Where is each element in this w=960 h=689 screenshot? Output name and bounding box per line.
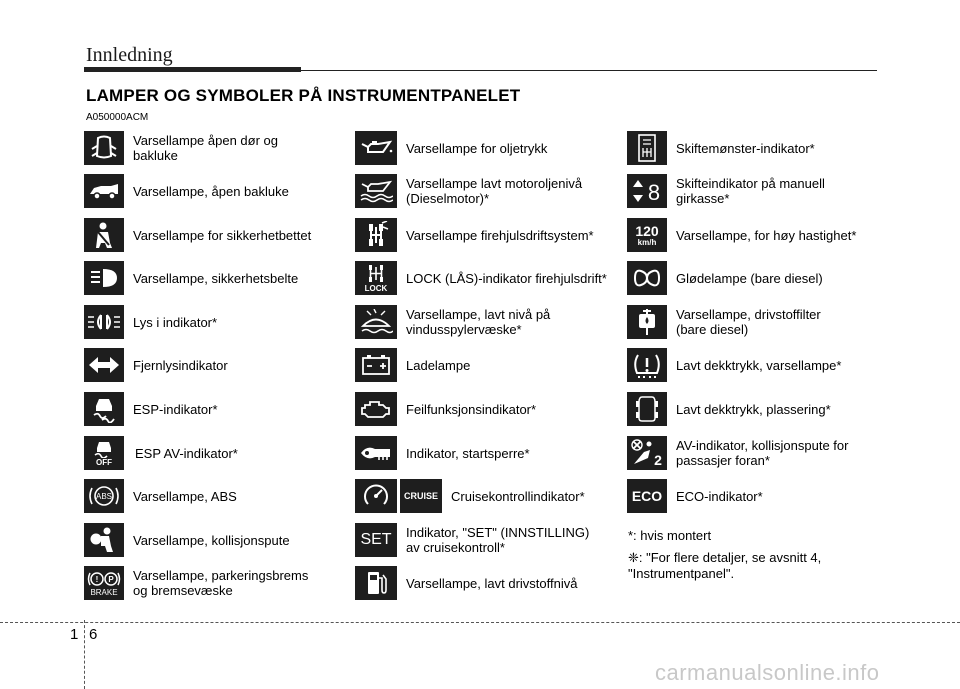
esp-off-icon bbox=[84, 436, 124, 470]
lamp-label: Varsellampe firehjulsdriftsystem* bbox=[406, 227, 594, 243]
seat-belt-reminder-icon bbox=[84, 261, 124, 295]
lamp-label: Varsellampe, åpen bakluke bbox=[133, 183, 289, 199]
lamp-label: Skiftemønster-indikator* bbox=[676, 140, 815, 156]
reference-note: ❈: "For flere detaljer, se avsnitt 4, "Instrumentpanel". bbox=[628, 550, 822, 581]
cruise-icon bbox=[355, 479, 397, 513]
lamp-entry bbox=[627, 131, 897, 165]
section-title: LAMPER OG SYMBOLER PÅ INSTRUMENTPANELET bbox=[86, 86, 521, 105]
lamp-label: Varsellampe, lavt nivå på vindusspylervæske* bbox=[406, 307, 551, 337]
lamp-entry bbox=[355, 392, 625, 426]
lamp-entry bbox=[355, 523, 625, 557]
lamp-entry bbox=[84, 436, 354, 470]
lamp-entry bbox=[84, 348, 354, 382]
fuel-pump-icon bbox=[355, 566, 397, 600]
lamp-entry bbox=[627, 436, 897, 470]
lamp-label: Lavt dekktrykk, varsellampe* bbox=[676, 357, 842, 373]
brake-icon bbox=[84, 566, 124, 600]
lamp-label: Indikator, startsperre* bbox=[406, 445, 530, 461]
speed-unit-text: km/h bbox=[637, 237, 657, 247]
page-number: 6 bbox=[89, 626, 98, 643]
lamp-entry bbox=[355, 218, 625, 252]
lamp-label: Varsellampe, drivstoffilter (bare diesel) bbox=[676, 307, 821, 337]
engine-check-icon bbox=[355, 392, 397, 426]
high-beam-arrows-icon bbox=[84, 348, 124, 382]
lamp-label: Cruisekontrollindikator* bbox=[451, 488, 585, 504]
lamp-entry bbox=[627, 348, 897, 382]
lamp-label: Varsellampe, for høy hastighet* bbox=[676, 227, 857, 243]
lamp-entry bbox=[84, 305, 354, 339]
lamp-label: ECO-indikator* bbox=[676, 488, 763, 504]
lamp-entry bbox=[84, 523, 354, 557]
shift-pattern-icon bbox=[627, 131, 667, 165]
speed-120-icon bbox=[627, 218, 667, 252]
lamp-label: Fjernlysindikator bbox=[133, 357, 228, 373]
lamp-label: Varsellampe, kollisjonspute bbox=[133, 532, 290, 548]
position-lights-icon bbox=[84, 305, 124, 339]
gear-text: 8 bbox=[647, 180, 661, 205]
lamp-entry bbox=[355, 348, 625, 382]
airbag-icon bbox=[84, 523, 124, 557]
abs-text: ABS bbox=[95, 492, 113, 501]
lamp-label: Varsellampe, parkeringsbrems og bremsevæske bbox=[133, 568, 309, 598]
brake-text: BRAKE bbox=[90, 587, 118, 597]
set-icon bbox=[355, 523, 397, 557]
lamp-entry bbox=[355, 261, 625, 295]
lamp-entry bbox=[84, 218, 354, 252]
speed-text: 120 bbox=[635, 222, 659, 239]
lamp-entry bbox=[627, 261, 897, 295]
glow-plug-icon bbox=[627, 261, 667, 295]
lamp-entry bbox=[84, 131, 354, 165]
seat-belt-icon bbox=[84, 218, 124, 252]
lamp-label: Varsellampe for oljetrykk bbox=[406, 140, 548, 156]
watermark: carmanualsonline.info bbox=[655, 660, 880, 685]
lamp-label: LOCK (LÅS)-indikator firehjulsdrift* bbox=[406, 270, 607, 286]
asterisk-note: *: hvis montert bbox=[628, 528, 712, 543]
svg-text:P: P bbox=[108, 574, 114, 584]
lamp-entry bbox=[355, 174, 625, 208]
lamp-label: Varsellampe, ABS bbox=[133, 488, 237, 504]
lamp-label: Ladelampe bbox=[406, 357, 471, 373]
tire-pressure-icon bbox=[627, 348, 667, 382]
lamp-label: Varsellampe åpen dør og bakluke bbox=[133, 133, 279, 163]
lamp-entry bbox=[84, 392, 354, 426]
lamp-label: AV-indikator, kollisjonspute for passasjer foran* bbox=[676, 438, 849, 468]
esp-off-text: OFF bbox=[96, 457, 112, 467]
section-code: A050000ACM bbox=[86, 112, 149, 123]
lamp-entry bbox=[84, 174, 354, 208]
oil-can-icon bbox=[355, 131, 397, 165]
eco-icon bbox=[627, 479, 667, 513]
lamp-entry bbox=[355, 305, 625, 339]
lamp-label: Varsellampe, sikkerhetsbelte bbox=[133, 270, 299, 286]
footer-divider bbox=[0, 622, 960, 623]
fuel-filter-icon bbox=[627, 305, 667, 339]
header-rule-thick bbox=[84, 67, 301, 72]
passenger-airbag-off-icon bbox=[627, 436, 667, 470]
lamp-entry bbox=[355, 479, 625, 513]
lamp-label: Lys i indikator* bbox=[133, 314, 218, 330]
lamp-entry bbox=[627, 218, 897, 252]
lamp-label: Varsellampe lavt motoroljenivå (Dieselmotor)* bbox=[406, 176, 583, 206]
lamp-entry bbox=[627, 305, 897, 339]
washer-fluid-icon bbox=[355, 305, 397, 339]
cruise-text-icon bbox=[400, 479, 442, 513]
lamp-entry bbox=[84, 479, 354, 513]
lamp-label: Glødelampe (bare diesel) bbox=[676, 270, 823, 286]
svg-text:2: 2 bbox=[654, 452, 662, 468]
door-open-car-icon bbox=[84, 131, 124, 165]
4wd-lock-icon bbox=[355, 261, 397, 295]
lamp-label: Feilfunksjonsindikator* bbox=[406, 401, 537, 417]
battery-icon bbox=[355, 348, 397, 382]
abs-icon bbox=[84, 479, 124, 513]
chapter-number: 1 bbox=[70, 626, 79, 643]
svg-text:!: ! bbox=[95, 574, 99, 584]
lamp-entry bbox=[355, 436, 625, 470]
lamp-entry bbox=[627, 392, 897, 426]
lamp-label: Lavt dekktrykk, plassering* bbox=[676, 401, 831, 417]
lamp-entry bbox=[355, 131, 625, 165]
4wd-icon bbox=[355, 218, 397, 252]
lamp-entry bbox=[355, 566, 625, 600]
lamp-label: ESP-indikator* bbox=[133, 401, 218, 417]
eco-text: ECO bbox=[631, 488, 663, 504]
cruise-text: CRUISE bbox=[403, 491, 438, 501]
tire-position-icon bbox=[627, 392, 667, 426]
car-trunk-open-icon bbox=[84, 174, 124, 208]
lamp-label: Varsellampe, lavt drivstoffnivå bbox=[406, 575, 578, 591]
set-text: SET bbox=[360, 531, 392, 548]
lamp-label: ESP AV-indikator* bbox=[135, 445, 238, 461]
lamp-entry bbox=[84, 261, 354, 295]
header-rule bbox=[301, 70, 877, 71]
esp-icon bbox=[84, 392, 124, 426]
lamp-label: Varsellampe for sikkerhetbettet bbox=[133, 227, 312, 243]
lamp-label: Indikator, "SET" (INNSTILLING) av cruisekontroll* bbox=[406, 525, 590, 555]
oil-level-icon bbox=[355, 174, 397, 208]
lamp-entry bbox=[627, 174, 897, 208]
lock-text: LOCK bbox=[364, 283, 388, 293]
gear-shift-indicator-icon bbox=[627, 174, 667, 208]
immobilizer-key-icon bbox=[355, 436, 397, 470]
lamp-entry bbox=[627, 479, 897, 513]
lamp-label: Skifteindikator på manuell girkasse* bbox=[676, 176, 825, 206]
chapter-title: Innledning bbox=[86, 44, 173, 66]
footer-vertical-divider bbox=[84, 620, 85, 689]
lamp-entry bbox=[84, 566, 354, 600]
